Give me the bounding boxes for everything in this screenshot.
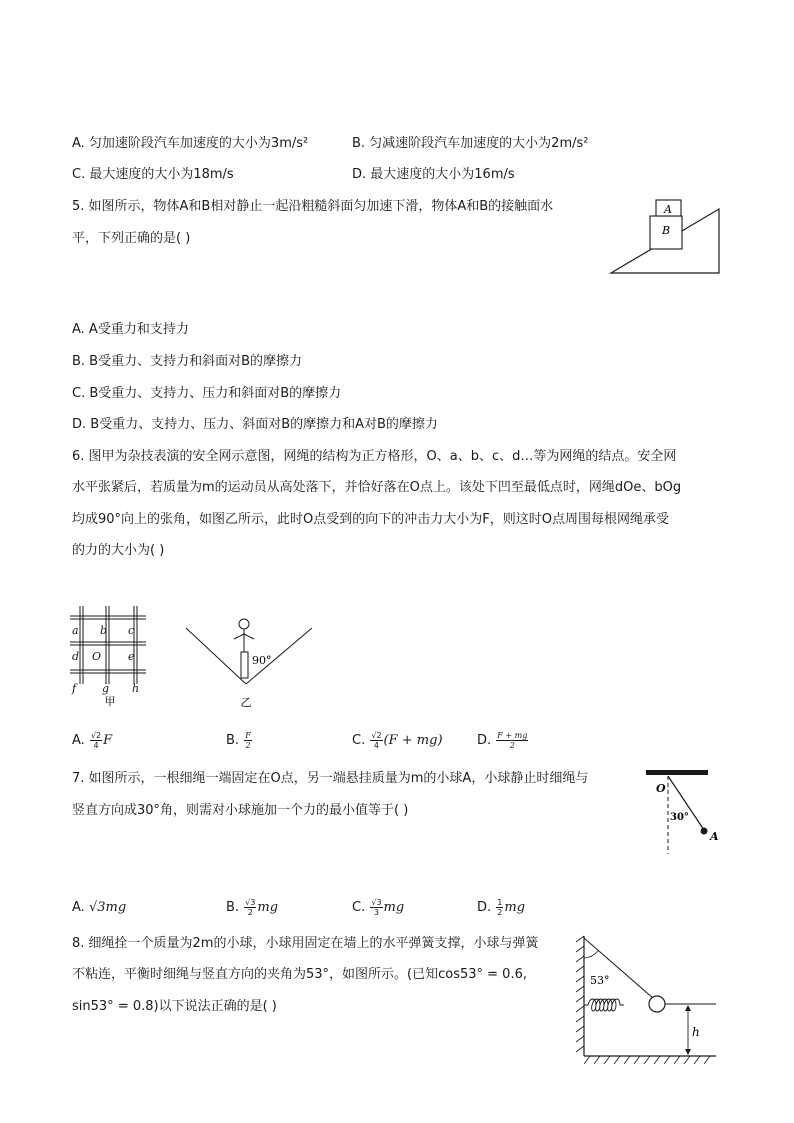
q4-option-d: D. 最大速度的大小为16m/s [352,167,515,182]
angle-30-label: 30° [670,812,689,823]
q8-spring-figure [572,932,722,1068]
q6-option-a: A. $\frac{√2}{4}$ F [72,731,113,750]
q7-stem-line1: 7. 如图所示，一根细绳一端固定在O点，另一端悬挂质量为m的小球A，小球静止时细绳与 [72,771,589,786]
q6-option-c: C. $\frac{√2}{4}$ (F + mg) [352,731,443,750]
q7-stem-line2: 竖直方向成30°角，则需对小球施加一个力的最小值等于( ) [72,803,409,818]
net-node-c: c [128,624,135,637]
net-angle-label: 90° [252,654,272,667]
ball-a-label: A [710,830,719,843]
block-a-label: A [664,203,672,216]
q7-option-c: C. $\frac{√3}{3}$ mg [352,898,405,917]
q5-stem-line2: 平，下列正确的是( ) [72,231,191,246]
q6-option-d: D. $\frac{F + mg}{2}$ [477,731,528,750]
q6-stem-line4: 的力的大小为( ) [72,543,165,558]
q7-option-d: D. $\frac{1}{2}$ mg [477,898,526,917]
q4-option-c: C. 最大速度的大小为18m/s [72,167,234,182]
q8-stem-line2: 不粘连，平衡时细绳与竖直方向的夹角为53°，如图所示。(已知cos53° = 0.6, [72,967,527,982]
net-node-b: b [100,624,108,637]
fig-yi-caption: 乙 [240,696,252,709]
q5-incline-figure [608,196,722,276]
q7-pendulum-figure [642,768,728,858]
q8-stem-line1: 8. 细绳拴一个质量为2m的小球，小球用固定在墙上的水平弹簧支撑，小球与弹簧 [72,936,539,951]
q4-option-b: B. 匀减速阶段汽车加速度的大小为2m/s² [352,136,589,151]
net-node-d: d [72,650,80,663]
q5-option-b: B. B受重力、支持力和斜面对B的摩擦力 [72,354,303,369]
q6-net-side-figure [184,612,316,712]
net-node-a: a [72,624,79,637]
q5-option-d: D. B受重力、支持力、压力、斜面对B的摩擦力和A对B的摩擦力 [72,417,438,432]
q6-stem-line1: 6. 图甲为杂技表演的安全网示意图，网绳的结构为正方格形，O、a、b、c、d…等为网绳的结点。安全网 [72,449,677,464]
q8-stem-line3: sin53° = 0.8)以下说法正确的是( ) [72,999,277,1014]
q5-stem-line1: 5. 如图所示，物体A和B相对静止一起沿粗糙斜面匀加速下滑，物体A和B的接触面水 [72,199,554,214]
q6-option-b: B. $\frac{F}{2}$ [226,731,251,750]
q7-option-b: B. $\frac{√3}{2}$ mg [226,898,279,917]
net-node-h: h [132,682,140,695]
pivot-o-label: O [656,782,666,795]
fig-jia-caption: 甲 [104,695,116,708]
net-node-g: g [102,682,110,695]
net-node-e: e [128,650,135,663]
q6-stem-line3: 均成90°向上的张角，如图乙所示，此时O点受到的向下的冲击力大小为F，则这时O点周围每根网绳承受 [72,512,669,527]
height-h-label: h [692,1025,700,1039]
angle-53-label: 53° [590,974,610,987]
q5-option-c: C. B受重力、支持力、压力和斜面对B的摩擦力 [72,386,342,401]
q7-option-a: A. √3mg [72,900,127,915]
net-node-o: O [92,650,102,663]
q6-stem-line2: 水平张紧后，若质量为m的运动员从高处落下，并恰好落在O点上。该处下凹至最低点时，网绳dOe、bOg [72,480,682,495]
block-b-label: B [661,224,671,237]
net-node-f: f [72,682,77,695]
q6-net-grid-figure [66,604,166,708]
q5-option-a: A. A受重力和支持力 [72,322,189,337]
q4-option-a: A. 匀加速阶段汽车加速度的大小为3m/s² [72,136,309,151]
